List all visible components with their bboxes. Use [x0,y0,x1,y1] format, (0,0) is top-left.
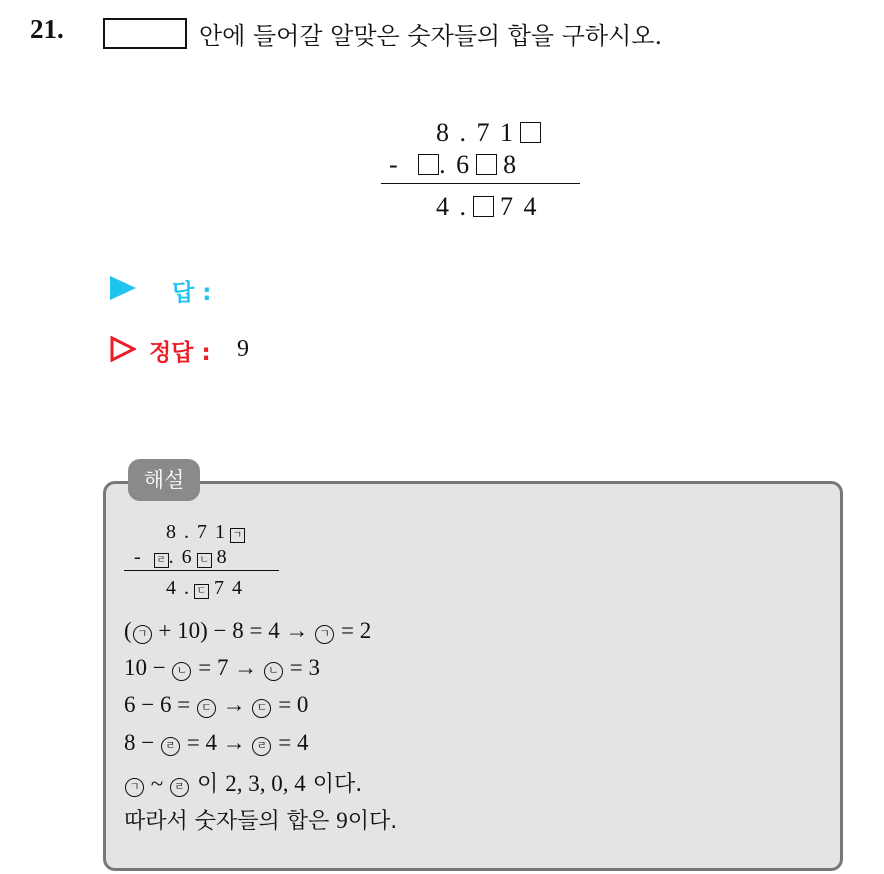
answer-blank-box [103,18,187,49]
digit: 4 [436,192,449,221]
decimal-point: . [184,577,189,599]
digit: 1 [500,118,513,147]
explanation-line-1 [124,618,371,644]
korean-text: 이다. [347,809,398,834]
question-number: 21. [30,14,64,44]
correct-answer-label: 정답 : [149,340,211,366]
mark-nieun-square: ㄴ [197,553,212,568]
digit: 6 [181,546,192,568]
expr-text: + 10) − 8 = 4 → [152,618,315,643]
explanation-rule [124,570,279,571]
minus-sign: - [134,546,141,568]
digit: 7 [197,521,207,543]
korean-text: 이 [189,772,226,797]
expr-text: ~ [145,771,169,796]
digit: 6 [456,150,470,179]
mark-rieul-circle: ㄹ [252,737,271,756]
digit: 1 [215,521,225,543]
blank-square [476,154,497,175]
subtraction-rule [381,183,580,184]
decimal-point: . [459,118,466,147]
blank-square [418,154,439,175]
expr-text: = 7 → [192,655,263,680]
expr-text: = 0 [272,692,309,717]
decimal-point: . [184,521,189,543]
mark-giyeok-circle: ㄱ [315,625,334,644]
explanation-row2 [134,546,227,569]
mark-rieul-square: ㄹ [154,553,169,568]
mark-digeut-circle: ㄷ [197,699,216,718]
expr-text: 8 − [124,730,160,755]
mark-digeut-square: ㄷ [194,584,209,599]
korean-text: 이다. [305,772,363,797]
digit: 8 [216,546,227,568]
explanation-line-4 [124,730,308,756]
correct-answer-value: 9 [237,336,249,362]
problem-result [436,192,537,222]
expr-text: 2, 3, 0, 4 [225,771,306,796]
decimal-point: . [439,150,446,179]
expr-text: = 4 → [180,730,252,755]
digit: 4 [523,192,537,221]
answer-label: 답 : [172,280,212,306]
explanation-tab: 해설 [128,459,200,501]
mark-rieul-circle: ㄹ [170,778,189,797]
problem-row1 [436,118,541,148]
expr-text: = 2 [335,618,372,643]
explanation-line-3 [124,692,308,718]
correct-triangle-icon [110,336,136,362]
decimal-point: . [168,546,174,568]
expr-text: 9 [336,808,348,833]
digit: 8 [166,521,176,543]
mark-giyeok-circle: ㄱ [125,778,144,797]
mark-nieun-circle: ㄴ [264,662,283,681]
digit: 8 [503,150,517,179]
digit: 7 [476,118,490,147]
blank-square [473,196,494,217]
expr-text: 10 − [124,655,172,680]
question-text: 안에 들어갈 알맞은 숫자들의 합을 구하시오. [199,22,663,50]
digit: 4 [232,577,242,599]
digit: 4 [166,577,176,599]
digit: 8 [436,118,449,147]
mark-rieul-circle: ㄹ [161,737,180,756]
expr-text: ( [124,618,132,643]
decimal-point: . [459,192,466,221]
explanation-result [166,577,242,600]
problem-row2 [389,150,516,180]
expr-text: = 4 [272,730,309,755]
digit: 7 [214,577,224,599]
blank-square [520,122,541,143]
expr-text: → [216,692,252,717]
minus-sign: - [389,150,398,179]
explanation-line-5 [124,767,362,798]
mark-giyeok-square: ㄱ [230,528,245,543]
mark-giyeok-circle: ㄱ [133,625,152,644]
digit: 7 [500,192,513,221]
mark-nieun-circle: ㄴ [172,662,191,681]
mark-digeut-circle: ㄷ [252,699,271,718]
korean-text: 따라서 숫자들의 합은 [124,809,337,834]
explanation-row1 [166,521,245,544]
expr-text: = 3 [283,655,320,680]
explanation-line-2 [124,655,320,681]
answer-triangle-icon [110,276,136,300]
expr-text: 6 − 6 = [124,692,196,717]
explanation-line-6 [124,804,397,835]
